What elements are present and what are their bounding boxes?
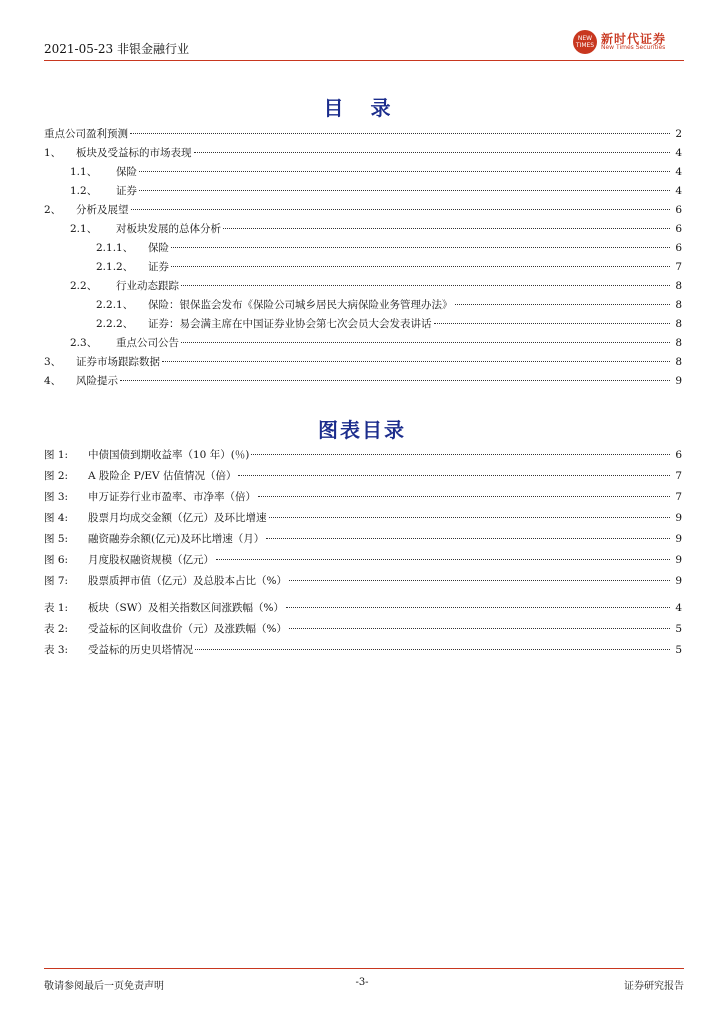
figure-entry[interactable]: 图 7: 股票质押市值（亿元）及总股本占比（%） 9 [44,575,682,587]
toc-entry[interactable]: 4、 风险提示 9 [44,375,682,387]
toc-entry[interactable]: 1.1、 保险 4 [70,166,682,178]
figure-entry[interactable]: 图 6: 月度股权融资规模（亿元） 9 [44,554,682,566]
table-entry[interactable]: 表 2: 受益标的区间收盘价（元）及涨跌幅（%） 5 [44,623,682,635]
toc-entry[interactable]: 重点公司盈利预测 2 [44,128,682,140]
toc-entry[interactable]: 2.2.1、 保险：银保监会发布《保险公司城乡居民大病保险业务管理办法》 8 [96,299,682,311]
company-logo [573,30,683,54]
toc-entry[interactable]: 2.3、 重点公司公告 8 [70,337,682,349]
logo-badge-icon: NEW TIMES [573,30,597,54]
page-number: -3- [355,977,369,988]
footer-disclaimer: 敬请参阅最后一页免责声明 [44,981,164,992]
figure-entry[interactable]: 图 2: A 股险企 P/EV 估值情况（倍） 7 [44,470,682,482]
logo-english-name: New Times Securities [601,44,666,51]
contents-title: 目 录 [323,96,401,120]
footer-divider [44,968,684,969]
toc-entry[interactable]: 2.2、 行业动态跟踪 8 [70,280,682,292]
toc-entry[interactable]: 2、 分析及展望 6 [44,204,682,216]
header-divider [44,60,684,61]
figures-title: 图表目录 [318,418,406,442]
table-entry[interactable]: 表 3: 受益标的历史贝塔情况 5 [44,644,682,656]
header-date: 2021-05-23 非银金融行业 [44,42,190,56]
toc-entry[interactable]: 1.2、 证券 4 [70,185,682,197]
figure-entry[interactable]: 图 3: 申万证券行业市盈率、市净率（倍） 7 [44,491,682,503]
figure-entry[interactable]: 图 5: 融资融券余额(亿元)及环比增速（月） 9 [44,533,682,545]
report-type: 证券研究报告 [624,981,684,992]
toc-entry[interactable]: 2.1.2、 证券 7 [96,261,682,273]
toc-entry[interactable]: 2.2.2、 证券：易会满主席在中国证券业协会第七次会员大会发表讲话 8 [96,318,682,330]
toc-entry[interactable]: 1、 板块及受益标的市场表现 4 [44,147,682,159]
toc-entry[interactable]: 2.1、 对板块发展的总体分析 6 [70,223,682,235]
figure-entry[interactable]: 图 1: 中债国债到期收益率（10 年）(％) 6 [44,449,682,461]
toc-entry[interactable]: 3、 证券市场跟踪数据 8 [44,356,682,368]
toc-entry[interactable]: 2.1.1、 保险 6 [96,242,682,254]
table-entry[interactable]: 表 1: 板块（SW）及相关指数区间涨跌幅（%） 4 [44,602,682,614]
logo-chinese-name: 新时代证券 [601,32,667,46]
figure-entry[interactable]: 图 4: 股票月均成交金额（亿元）及环比增速 9 [44,512,682,524]
